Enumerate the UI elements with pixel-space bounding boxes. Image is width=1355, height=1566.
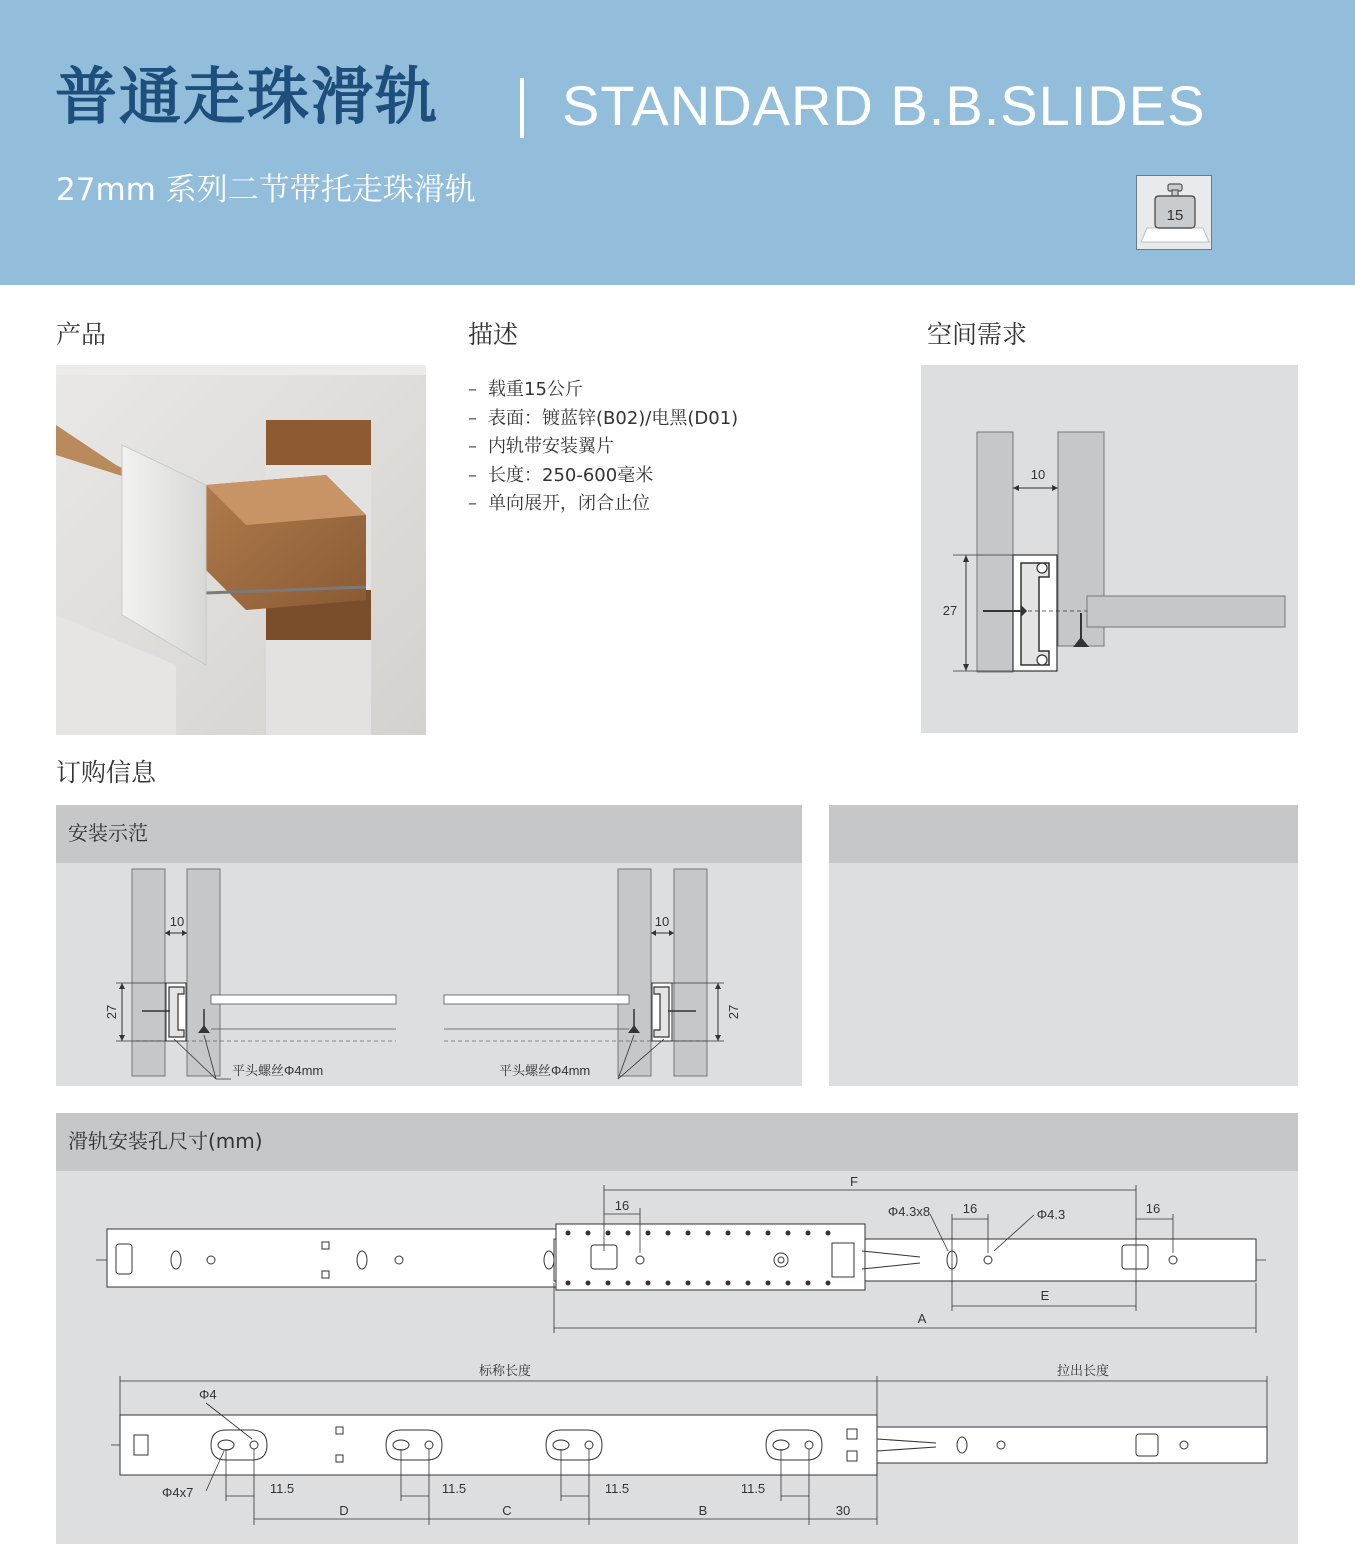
svg-text:10: 10: [169, 914, 185, 929]
svg-text:27: 27: [104, 1004, 119, 1020]
hole-dimensions-title: 滑轨安装孔尺寸(mm): [68, 1129, 263, 1153]
title-separator: [520, 78, 524, 138]
svg-text:16: 16: [614, 1198, 630, 1213]
install-demo-diagram: [56, 863, 802, 1086]
weight-icon: [1137, 176, 1213, 251]
product-photo: [56, 365, 426, 735]
svg-text:B: B: [698, 1503, 708, 1518]
space-requirement-diagram: [921, 365, 1298, 733]
section-ordering-heading: 订购信息: [56, 758, 157, 787]
svg-text:11.5: 11.5: [441, 1481, 467, 1496]
section-product-heading: 产品: [56, 320, 107, 349]
svg-text:A: A: [917, 1311, 927, 1326]
svg-text:D: D: [339, 1503, 349, 1518]
svg-text:F: F: [850, 1174, 858, 1189]
svg-text:11.5: 11.5: [740, 1481, 766, 1496]
svg-text:11.5: 11.5: [269, 1481, 295, 1496]
svg-text:Φ4: Φ4: [199, 1387, 217, 1402]
svg-text:30: 30: [835, 1503, 851, 1518]
description-item: – 单向展开，闭合止位: [468, 493, 650, 514]
description-item: – 载重15公斤: [468, 379, 583, 400]
svg-text:Φ4.3x8: Φ4.3x8: [887, 1204, 931, 1219]
svg-text:C: C: [502, 1503, 512, 1518]
svg-text:Φ4.3: Φ4.3: [1036, 1207, 1066, 1222]
title-chinese: 普通走珠滑轨: [55, 60, 440, 133]
svg-text:16: 16: [1145, 1201, 1161, 1216]
load-weight-badge: [1136, 175, 1212, 250]
description-list: [468, 376, 738, 519]
weight-value: 15: [1166, 207, 1184, 224]
hole-dimensions-diagram: [56, 1171, 1298, 1544]
svg-text:27: 27: [942, 603, 958, 618]
blank-panel: [829, 805, 1298, 1086]
title-english: STANDARD B.B.SLIDES: [562, 74, 1206, 137]
svg-text:平头螺丝Φ4mm: 平头螺丝Φ4mm: [499, 1063, 591, 1078]
description-item: – 内轨带安装翼片: [468, 436, 614, 457]
subtitle: 27mm 系列二节带托走珠滑轨: [56, 172, 476, 208]
hole-dimensions-panel: [56, 1113, 1298, 1544]
svg-text:E: E: [1040, 1288, 1050, 1303]
section-space-heading: 空间需求: [927, 320, 1028, 349]
svg-text:Φ4x7: Φ4x7: [162, 1485, 194, 1500]
install-demo-title: 安装示范: [68, 821, 148, 845]
svg-text:11.5: 11.5: [604, 1481, 630, 1496]
svg-text:平头螺丝Φ4mm: 平头螺丝Φ4mm: [232, 1063, 324, 1078]
install-demo-panel: [56, 805, 802, 1086]
svg-text:10: 10: [1030, 467, 1046, 482]
description-item: – 表面：镀蓝锌(B02)/电黑(D01): [468, 407, 739, 429]
svg-text:16: 16: [962, 1201, 978, 1216]
description-item: – 长度：250-600毫米: [468, 464, 654, 486]
section-description-heading: 描述: [468, 320, 519, 349]
drawer-illustration: [56, 365, 426, 735]
header-band: [0, 0, 1355, 285]
svg-text:标称长度: 标称长度: [478, 1363, 532, 1378]
svg-text:27: 27: [726, 1004, 741, 1020]
svg-text:拉出长度: 拉出长度: [1056, 1363, 1110, 1378]
svg-text:10: 10: [654, 914, 670, 929]
